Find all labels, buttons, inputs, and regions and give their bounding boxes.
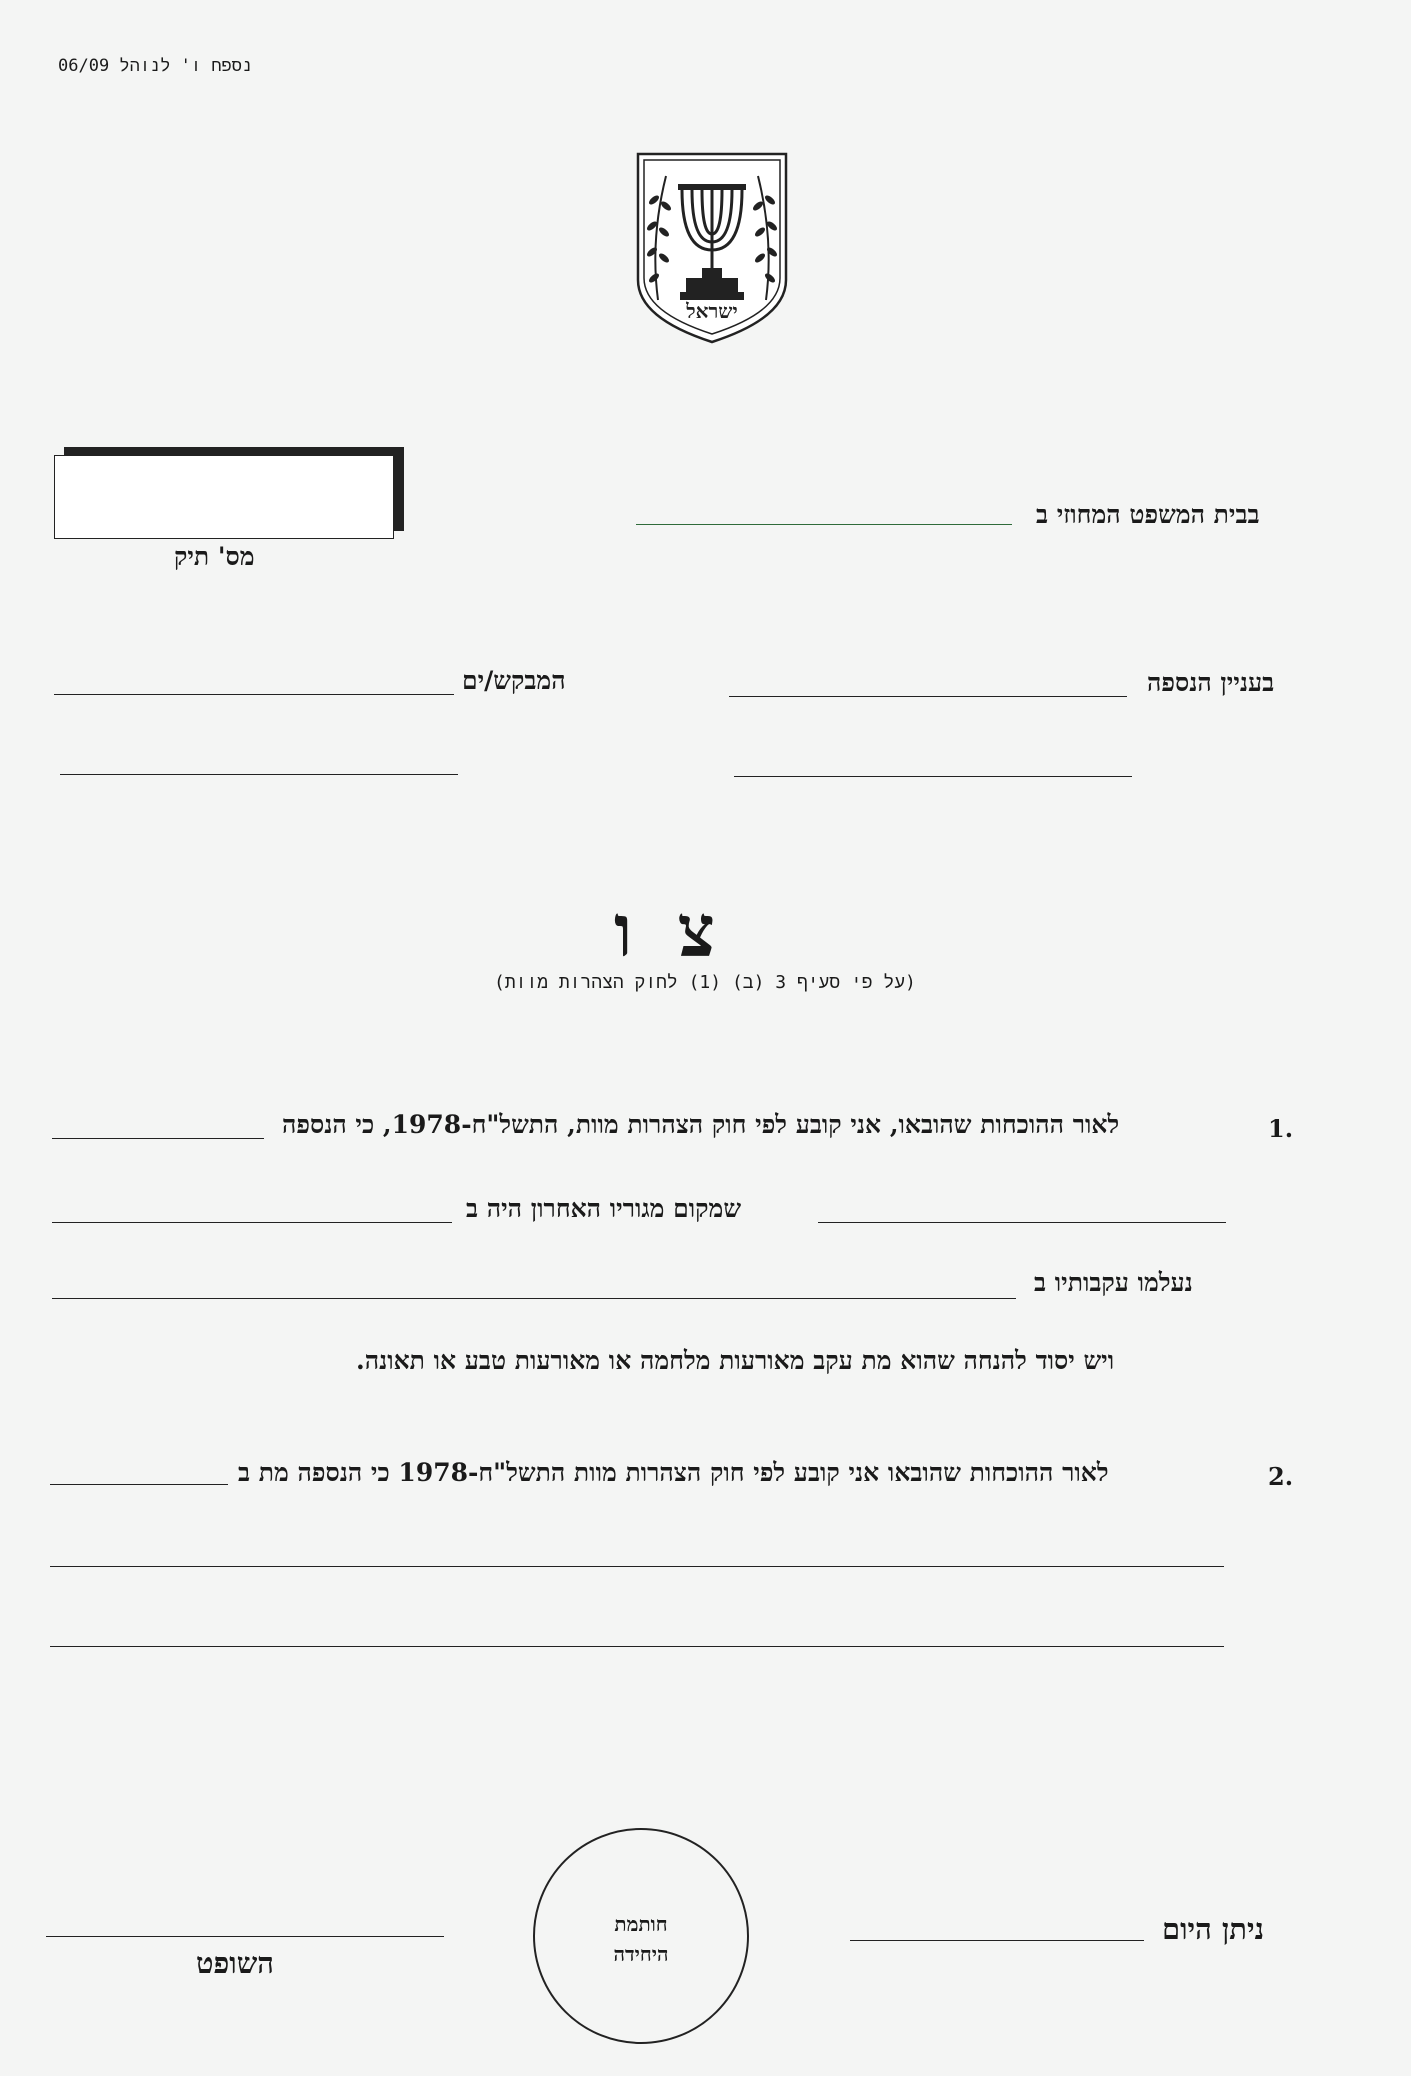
date-given-field[interactable]: [850, 1940, 1144, 1941]
given-today-label: ניתן היום: [1162, 1912, 1265, 1946]
seal-text-line-1: חותמת: [614, 1912, 668, 1936]
clause-2-continuation-field-1[interactable]: [50, 1566, 1224, 1567]
applicant-name-field-2[interactable]: [60, 774, 458, 775]
clause-1-line-1: לאור ההוכחות שהובאו, אני קובע לפי חוק הצהרות מוות, התשל"ח-1978, כי הנספה: [282, 1110, 1120, 1139]
clause-2-line-1: לאור ההוכחות שהובאו אני קובע לפי חוק הצהרות מוות התשל"ח-1978 כי הנספה מת ב: [238, 1458, 1109, 1487]
applicant-name-field[interactable]: [54, 694, 454, 695]
death-date-field[interactable]: [50, 1484, 228, 1485]
deceased-field-clause-1[interactable]: [52, 1138, 264, 1139]
disappearance-place-field[interactable]: [52, 1298, 1016, 1299]
emblem-inscription: ישראל: [686, 299, 738, 323]
clause-1-line-4: ויש יסוד להנחה שהוא מת עקב מאורעות מלחמה או מאורעות טבע או תאונה.: [356, 1346, 1115, 1375]
state-of-israel-emblem-icon: [632, 150, 792, 346]
judge-signature-field[interactable]: [46, 1936, 444, 1937]
deceased-name-field[interactable]: [729, 696, 1127, 697]
seal-text-line-2: היחידה: [613, 1942, 669, 1966]
order-title: צ ו: [614, 888, 726, 973]
clause-2-continuation-field-2[interactable]: [50, 1646, 1224, 1647]
unit-seal-stamp: [533, 1828, 749, 2044]
judge-label: השופט: [196, 1946, 274, 1980]
deceased-label: בעניין הנספה: [1147, 668, 1275, 697]
clause-2-number: .2: [1268, 1462, 1294, 1491]
clause-1-number: .1: [1268, 1114, 1294, 1143]
deceased-name-field-2[interactable]: [734, 776, 1132, 777]
clause-1-line-2: שמקום מגוריו האחרון היה ב: [466, 1194, 742, 1223]
clause-1-line-3: נעלמו עקבותיו ב: [1034, 1268, 1193, 1297]
last-residence-field[interactable]: [52, 1222, 452, 1223]
order-subtitle: (על פי סעיף 3 (ב) (1) לחוק הצהרות מוות): [494, 972, 916, 993]
case-number-label: מס' תיק: [174, 542, 255, 571]
form-id: נספח ו' לנוהל 06/09: [58, 56, 253, 76]
court-location-field[interactable]: [636, 524, 1012, 525]
case-number-field[interactable]: [54, 455, 394, 539]
court-label: בבית המשפט המחוזי ב: [1036, 500, 1260, 529]
residence-name-field[interactable]: [818, 1222, 1226, 1223]
applicant-label: המבקש/ים: [462, 666, 566, 695]
